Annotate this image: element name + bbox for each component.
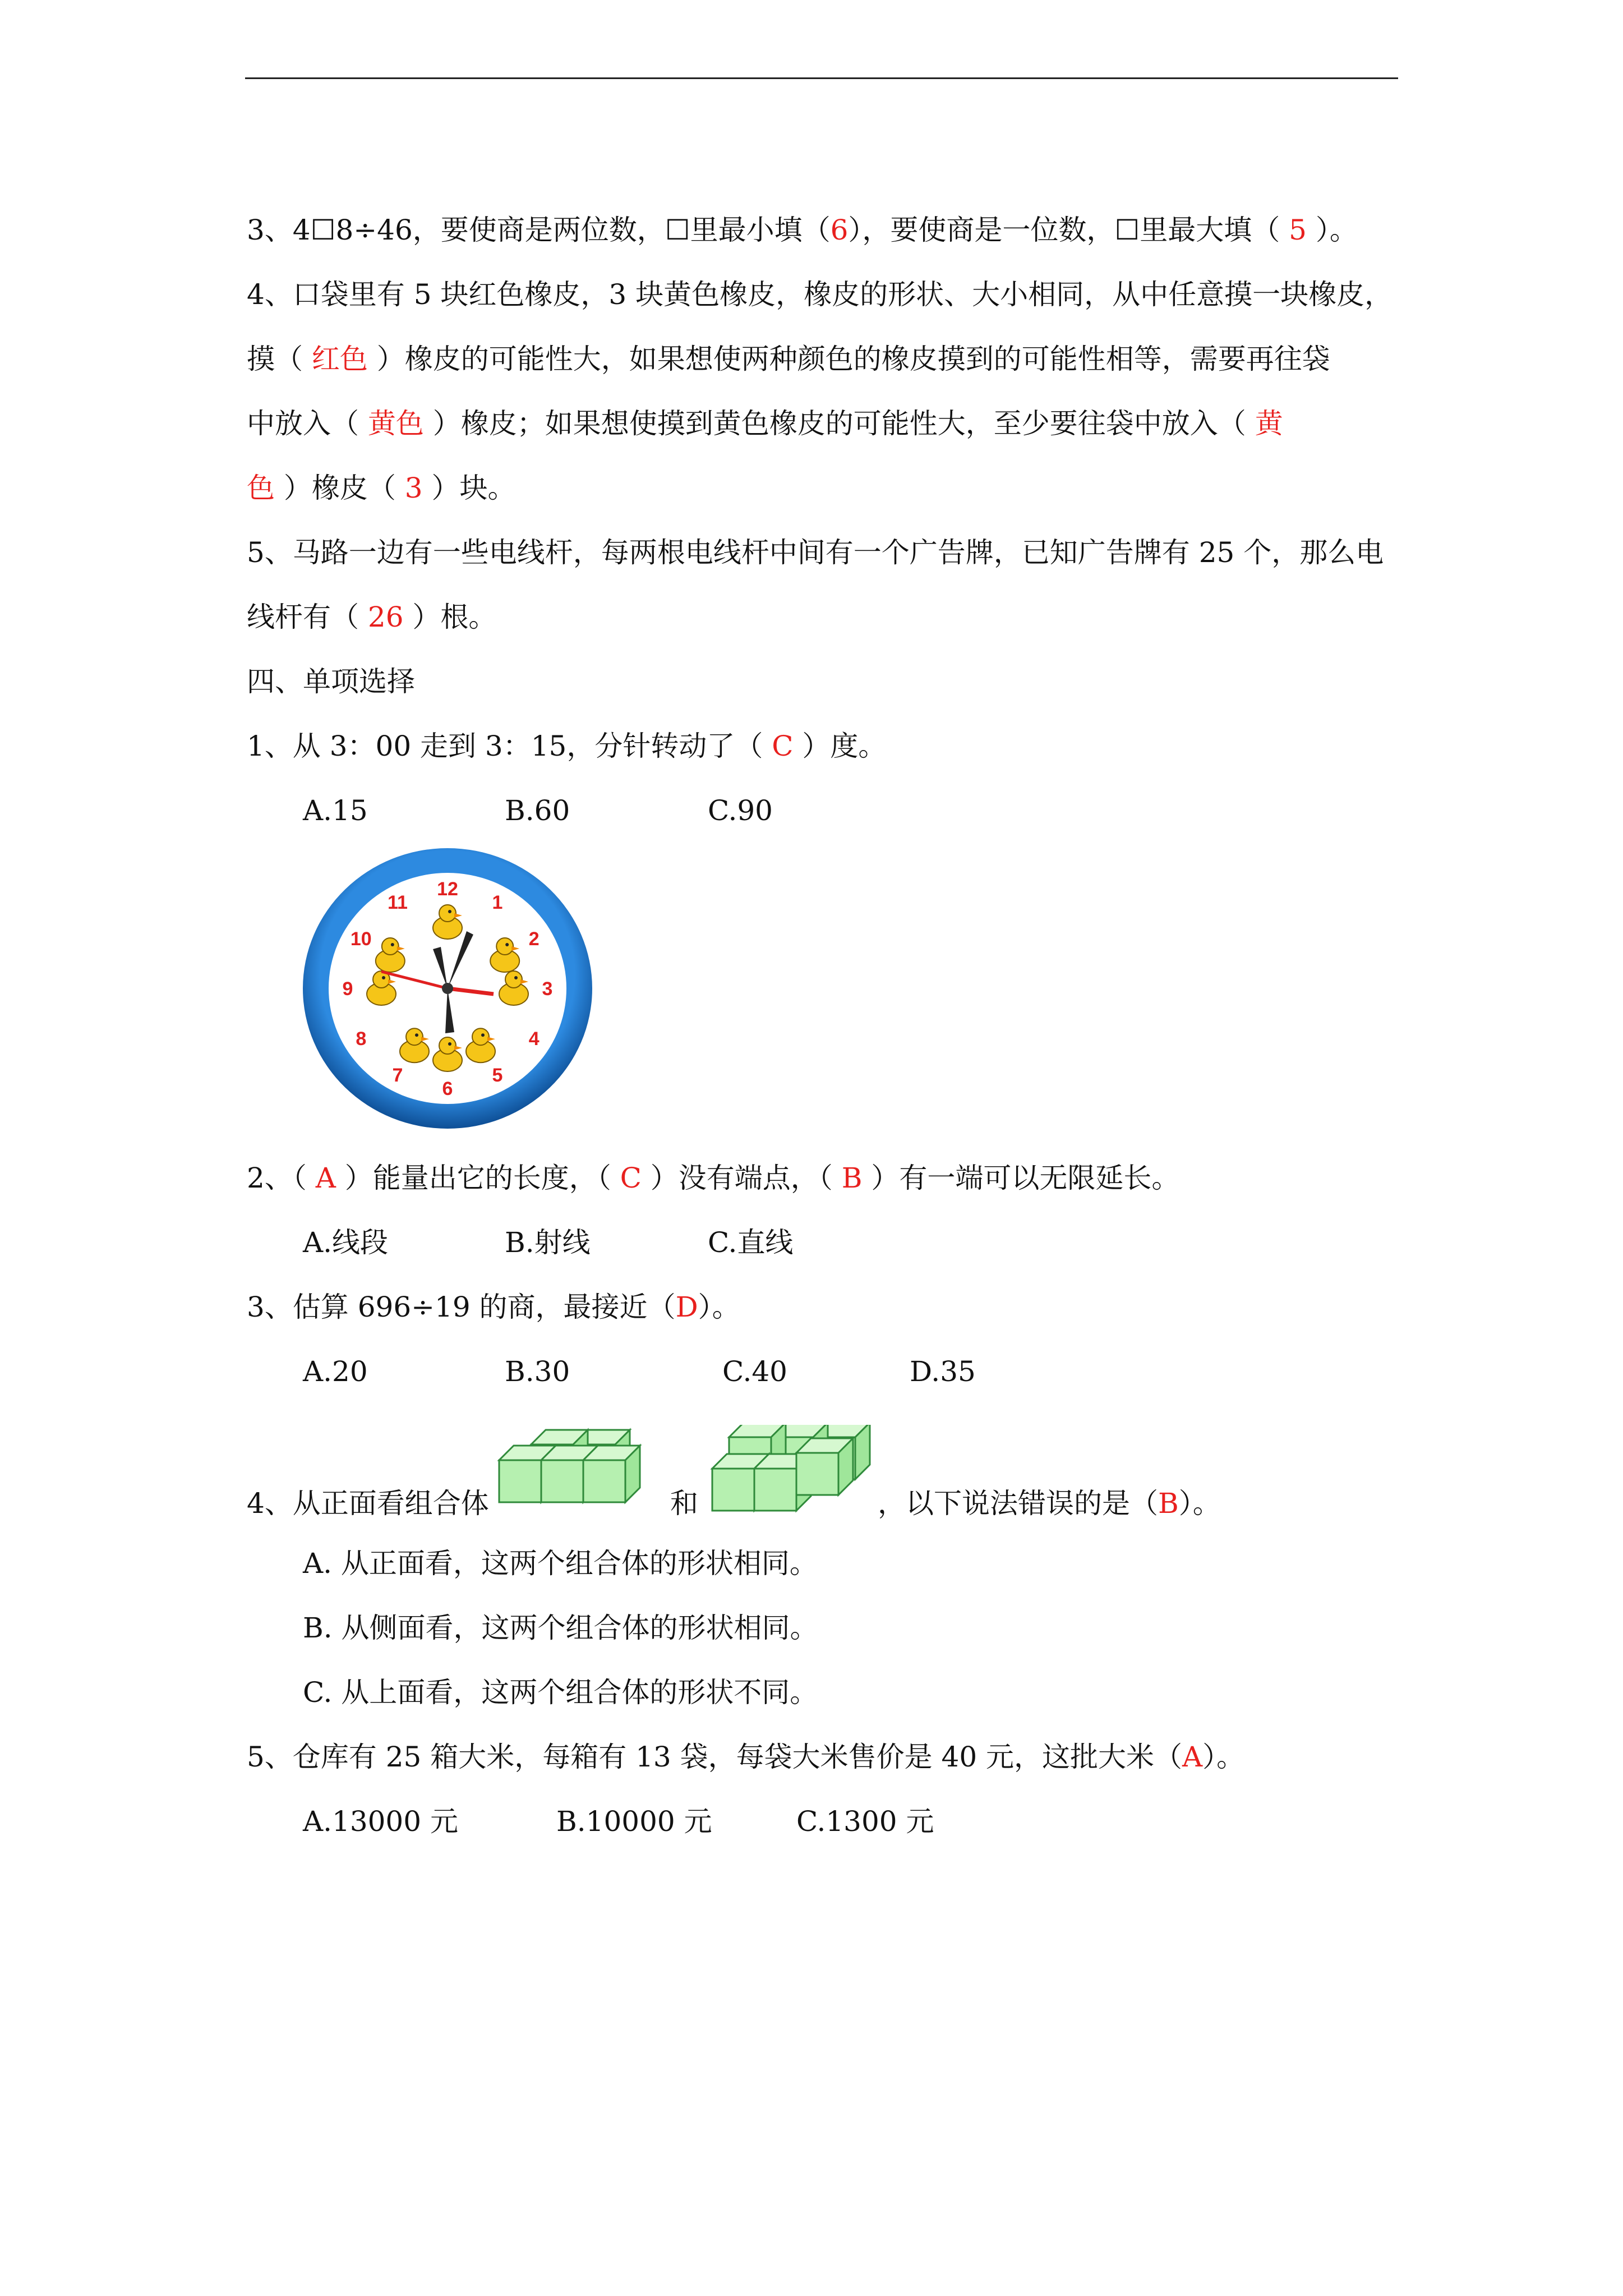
cube-icon: [796, 1438, 853, 1495]
clock-numeral: 1: [492, 891, 503, 913]
question-3-5-line-1: 5、马路一边有一些电线杆，每两根电线杆中间有一个广告牌，已知广告牌有 25 个，那么电: [247, 536, 1384, 569]
clock-numeral: 12: [437, 878, 458, 900]
question-3-4-line-1: 4、口袋里有 5 块红色橡皮，3 块黄色橡皮，橡皮的形状、大小相同，从中任意摸一块橡皮，: [247, 278, 1393, 311]
question-3-4-line-3: 中放入（ 黄色 ）橡皮；如果想使摸到黄色橡皮的可能性大，至少要往袋中放入（ 黄: [247, 407, 1283, 440]
clock-numeral: 3: [542, 978, 553, 1000]
clock-numeral: 11: [388, 891, 408, 913]
option-a: A.13000 元: [303, 1805, 458, 1838]
option-a: A. 从正面看，这两个组合体的形状相同。: [303, 1547, 818, 1580]
question-4-2: 2、（ A ）能量出它的长度，（ C ）没有端点，（ B ）有一端可以无限延长。: [247, 1162, 1180, 1194]
answer: 黄: [1255, 407, 1283, 440]
question-3-5-line-2: 线杆有（ 26 ）根。: [247, 601, 497, 633]
answer: 26: [367, 601, 404, 633]
answer: C: [620, 1162, 642, 1194]
option-c: C.40: [722, 1355, 787, 1388]
question-4-1: 1、从 3：00 走到 3：15，分针转动了（ C ）度。: [247, 730, 887, 762]
option-b: B.30: [505, 1355, 570, 1388]
question-4-4-and: 和: [670, 1487, 698, 1520]
answer: B: [1158, 1487, 1179, 1520]
answer: 6: [830, 214, 849, 246]
answer: C: [772, 730, 794, 762]
answer: A: [1182, 1741, 1203, 1773]
question-3-4-line-2: 摸（ 红色 ）橡皮的可能性大，如果想使两种颜色的橡皮摸到的可能性相等，需要再往袋: [247, 343, 1330, 375]
option-b: B. 从侧面看，这两个组合体的形状相同。: [303, 1612, 818, 1644]
question-4-5: 5、仓库有 25 箱大米，每箱有 13 袋，每袋大米售价是 40 元，这批大米（A）。: [247, 1741, 1245, 1773]
answer: 黄色: [367, 407, 424, 440]
clock-numeral: 4: [528, 1028, 540, 1050]
clock-numeral: 9: [342, 978, 353, 1000]
clock-numeral: 6: [442, 1078, 453, 1099]
question-3-3: 3、4☐8÷46，要使商是两位数，☐里最小填（6），要使商是一位数，☐里最大填（ 5 ）。: [247, 214, 1358, 246]
clock-numeral: 2: [528, 928, 540, 950]
option-a: A.线段: [303, 1226, 389, 1259]
question-4-4-tail: ，以下说法错误的是（B）。: [878, 1487, 1221, 1520]
option-b: B.60: [505, 794, 570, 827]
answer: 红色: [311, 343, 368, 375]
cube-figure-2: [708, 1425, 876, 1526]
answer: 3: [404, 472, 423, 504]
clock-center: [442, 983, 453, 994]
question-3-4-line-4: 色 ）橡皮（ 3 ）块。: [247, 472, 516, 504]
answer: D: [675, 1291, 698, 1323]
option-a: A.15: [303, 794, 368, 827]
clock-numeral: 10: [350, 928, 372, 950]
clock-numeral: 7: [392, 1065, 403, 1087]
question-4-3: 3、估算 696÷19 的商，最接近（D）。: [247, 1291, 740, 1323]
clock-illustration: [303, 847, 594, 1130]
clock-numeral: 8: [356, 1028, 367, 1050]
option-c: C. 从上面看，这两个组合体的形状不同。: [303, 1676, 818, 1709]
option-b: B.射线: [505, 1226, 591, 1259]
option-c: C.直线: [708, 1226, 794, 1259]
option-c: C.1300 元: [796, 1805, 934, 1838]
section-title: 四、单项选择: [247, 665, 415, 698]
cube-figure-1: [495, 1428, 663, 1529]
answer: B: [841, 1162, 863, 1194]
answer: 色: [247, 472, 275, 504]
clock-numeral: 5: [492, 1065, 503, 1087]
cube-icon: [583, 1446, 640, 1502]
option-d: D.35: [910, 1355, 976, 1388]
header-rule: [245, 77, 1398, 79]
option-a: A.20: [303, 1355, 368, 1388]
answer: A: [315, 1162, 336, 1194]
option-b: B.10000 元: [556, 1805, 712, 1838]
question-4-4: 4、从正面看组合体: [247, 1487, 489, 1520]
answer: 5: [1289, 214, 1307, 246]
option-c: C.90: [708, 794, 773, 827]
